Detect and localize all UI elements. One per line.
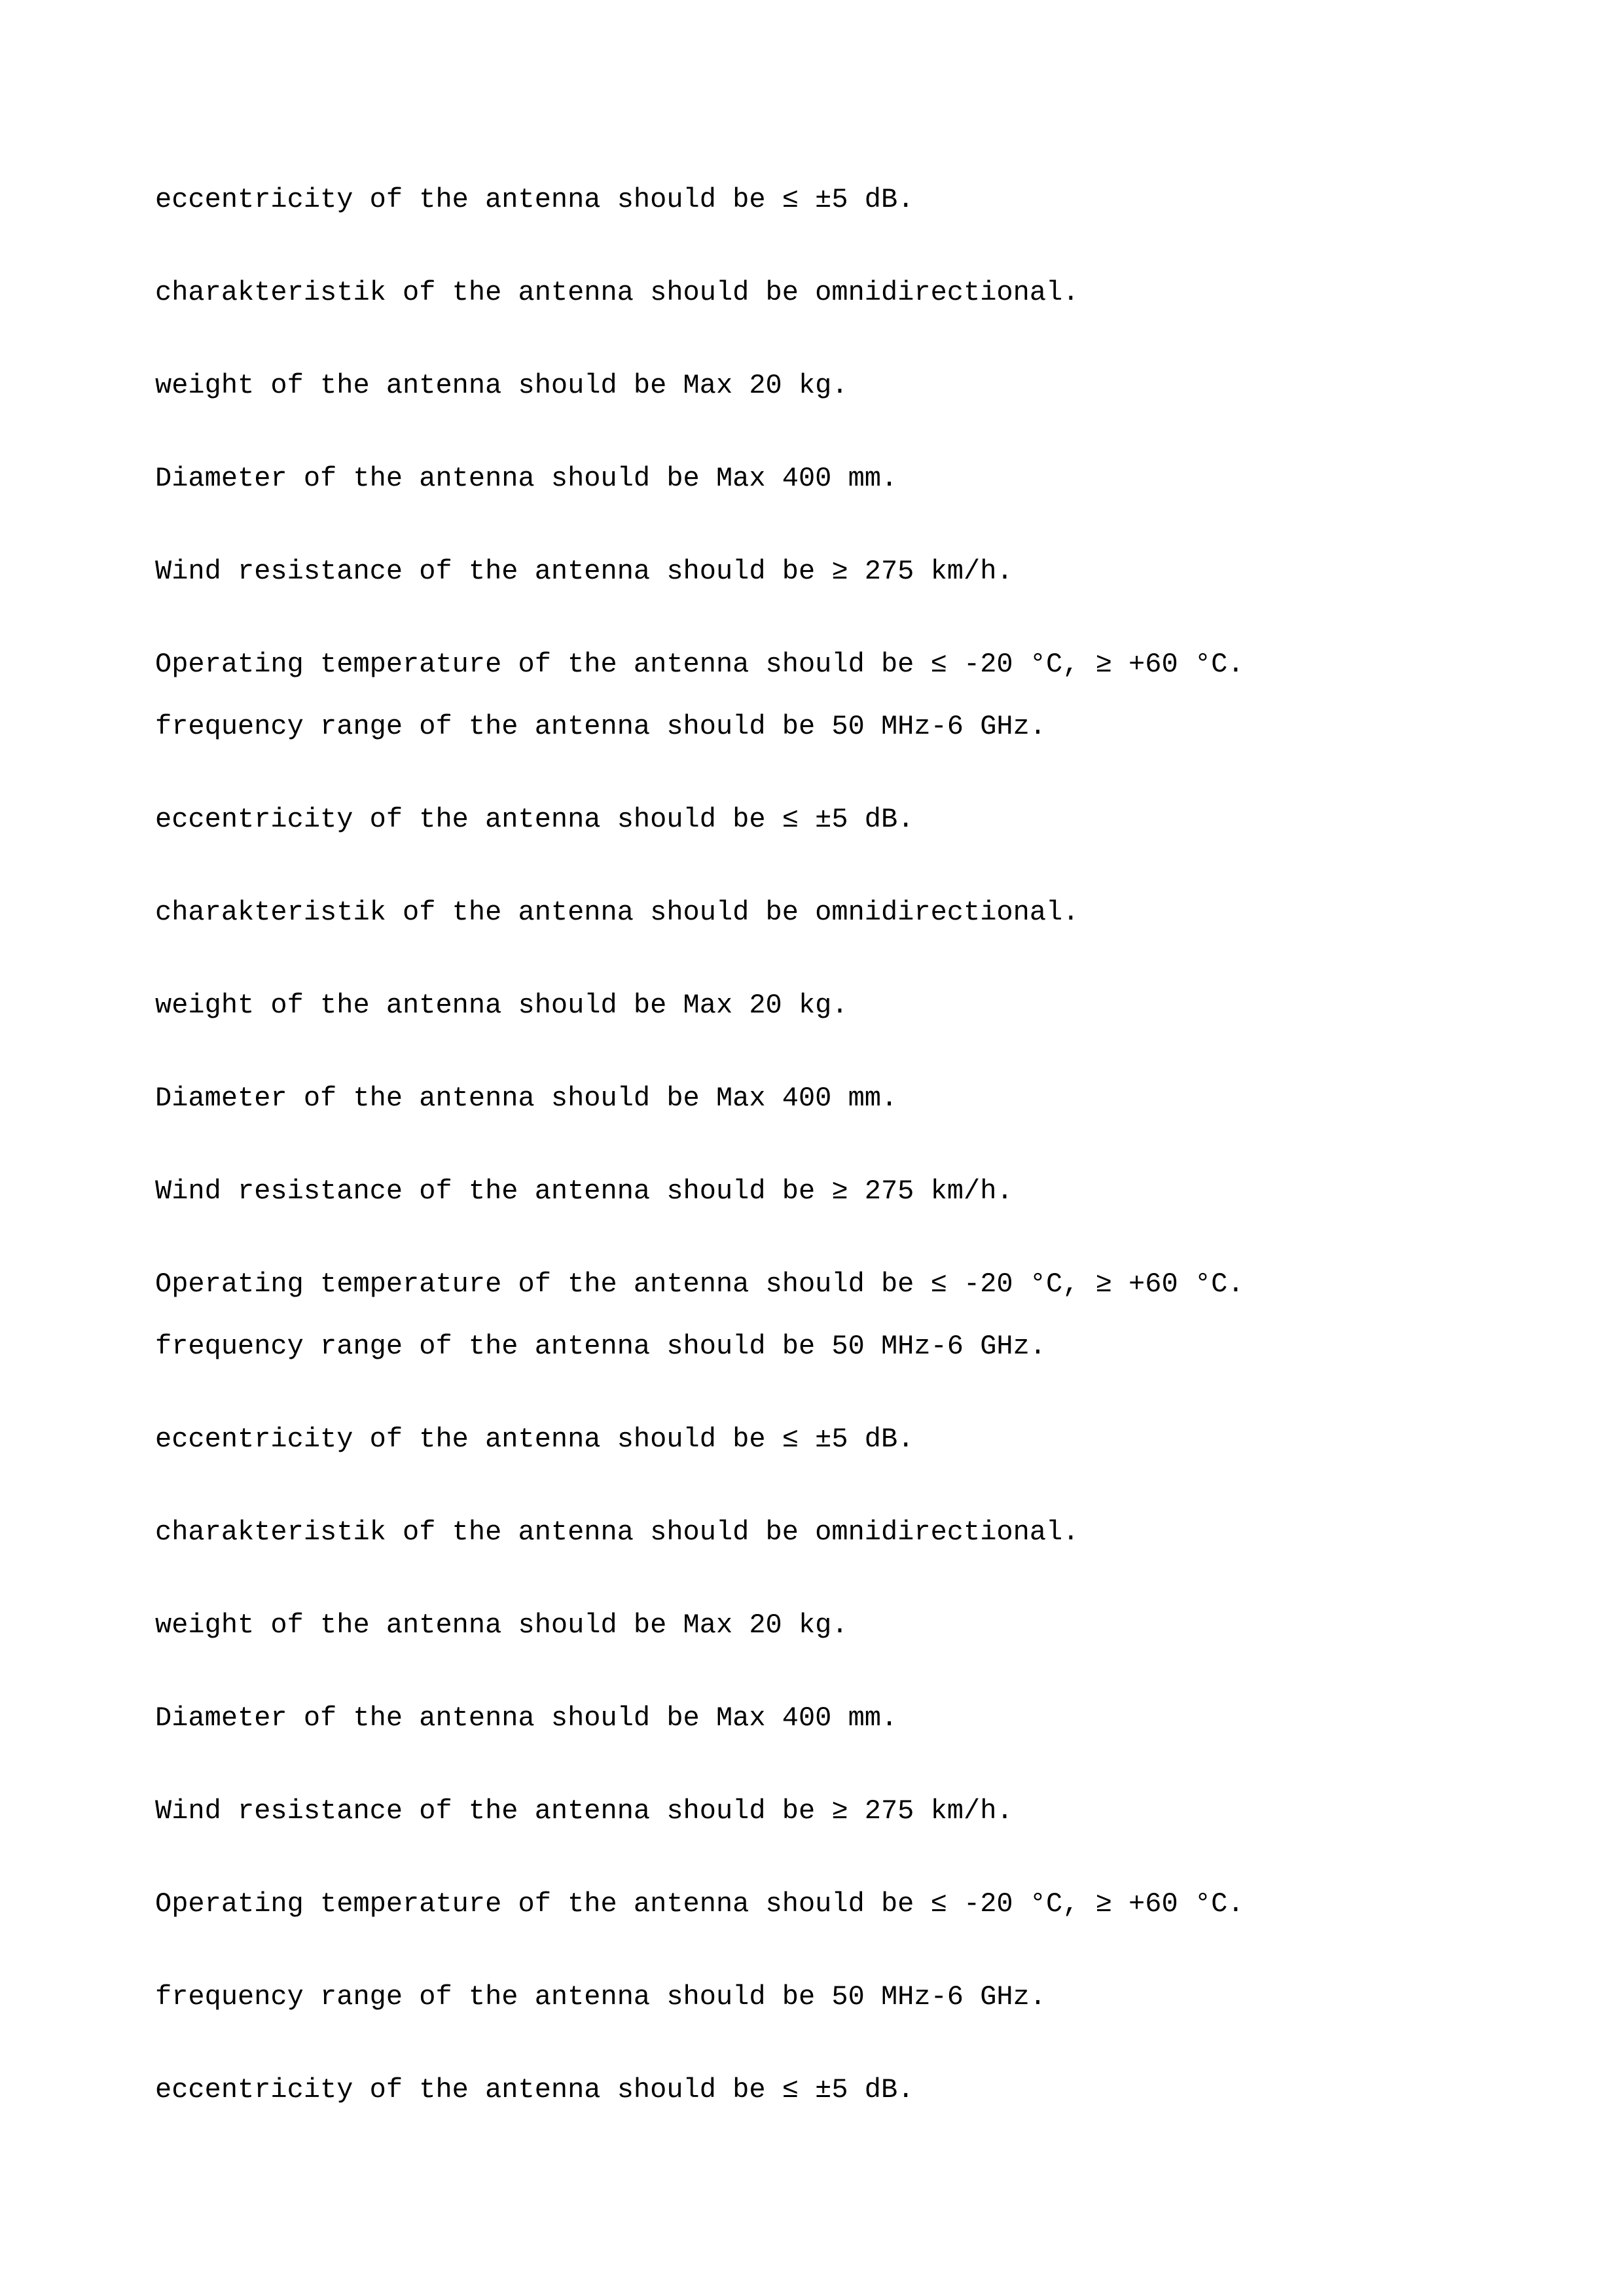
spec-line-eccentricity: eccentricity of the antenna should be ≤ ±5 dB. bbox=[155, 804, 914, 835]
spec-line-weight: weight of the antenna should be Max 20 kg. bbox=[155, 990, 848, 1021]
spec-line-weight: weight of the antenna should be Max 20 kg. bbox=[155, 370, 848, 401]
spec-line-frequency-range: frequency range of the antenna should be 50 MHz-6 GHz. bbox=[155, 1331, 1047, 1362]
spec-line-operating-temperature: Operating temperature of the antenna should be ≤ -20 °C, ≥ +60 °C. bbox=[155, 1888, 1244, 1920]
spec-line-weight: weight of the antenna should be Max 20 kg. bbox=[155, 1609, 848, 1641]
spec-line-characteristic: charakteristik of the antenna should be omnidirectional. bbox=[155, 277, 1079, 308]
spec-line-characteristic: charakteristik of the antenna should be omnidirectional. bbox=[155, 897, 1079, 928]
spec-line-eccentricity: eccentricity of the antenna should be ≤ ±5 dB. bbox=[155, 2074, 914, 2106]
spec-line-wind-resistance: Wind resistance of the antenna should be ≥ 275 km/h. bbox=[155, 1175, 1013, 1207]
spec-line-diameter: Diameter of the antenna should be Max 400 mm. bbox=[155, 1702, 898, 1734]
spec-line-frequency-range: frequency range of the antenna should be 50 MHz-6 GHz. bbox=[155, 1981, 1047, 2013]
spec-line-wind-resistance: Wind resistance of the antenna should be ≥ 275 km/h. bbox=[155, 1795, 1013, 1827]
spec-line-eccentricity: eccentricity of the antenna should be ≤ ±5 dB. bbox=[155, 1424, 914, 1455]
spec-line-eccentricity: eccentricity of the antenna should be ≤ ±5 dB. bbox=[155, 184, 914, 215]
spec-line-frequency-range: frequency range of the antenna should be 50 MHz-6 GHz. bbox=[155, 711, 1047, 742]
spec-line-wind-resistance: Wind resistance of the antenna should be ≥ 275 km/h. bbox=[155, 556, 1013, 587]
spec-line-diameter: Diameter of the antenna should be Max 400 mm. bbox=[155, 463, 898, 494]
spec-line-operating-temperature: Operating temperature of the antenna should be ≤ -20 °C, ≥ +60 °C. bbox=[155, 649, 1244, 680]
spec-line-operating-temperature: Operating temperature of the antenna should be ≤ -20 °C, ≥ +60 °C. bbox=[155, 1268, 1244, 1300]
spec-line-characteristic: charakteristik of the antenna should be omnidirectional. bbox=[155, 1516, 1079, 1548]
spec-line-diameter: Diameter of the antenna should be Max 400 mm. bbox=[155, 1083, 898, 1114]
